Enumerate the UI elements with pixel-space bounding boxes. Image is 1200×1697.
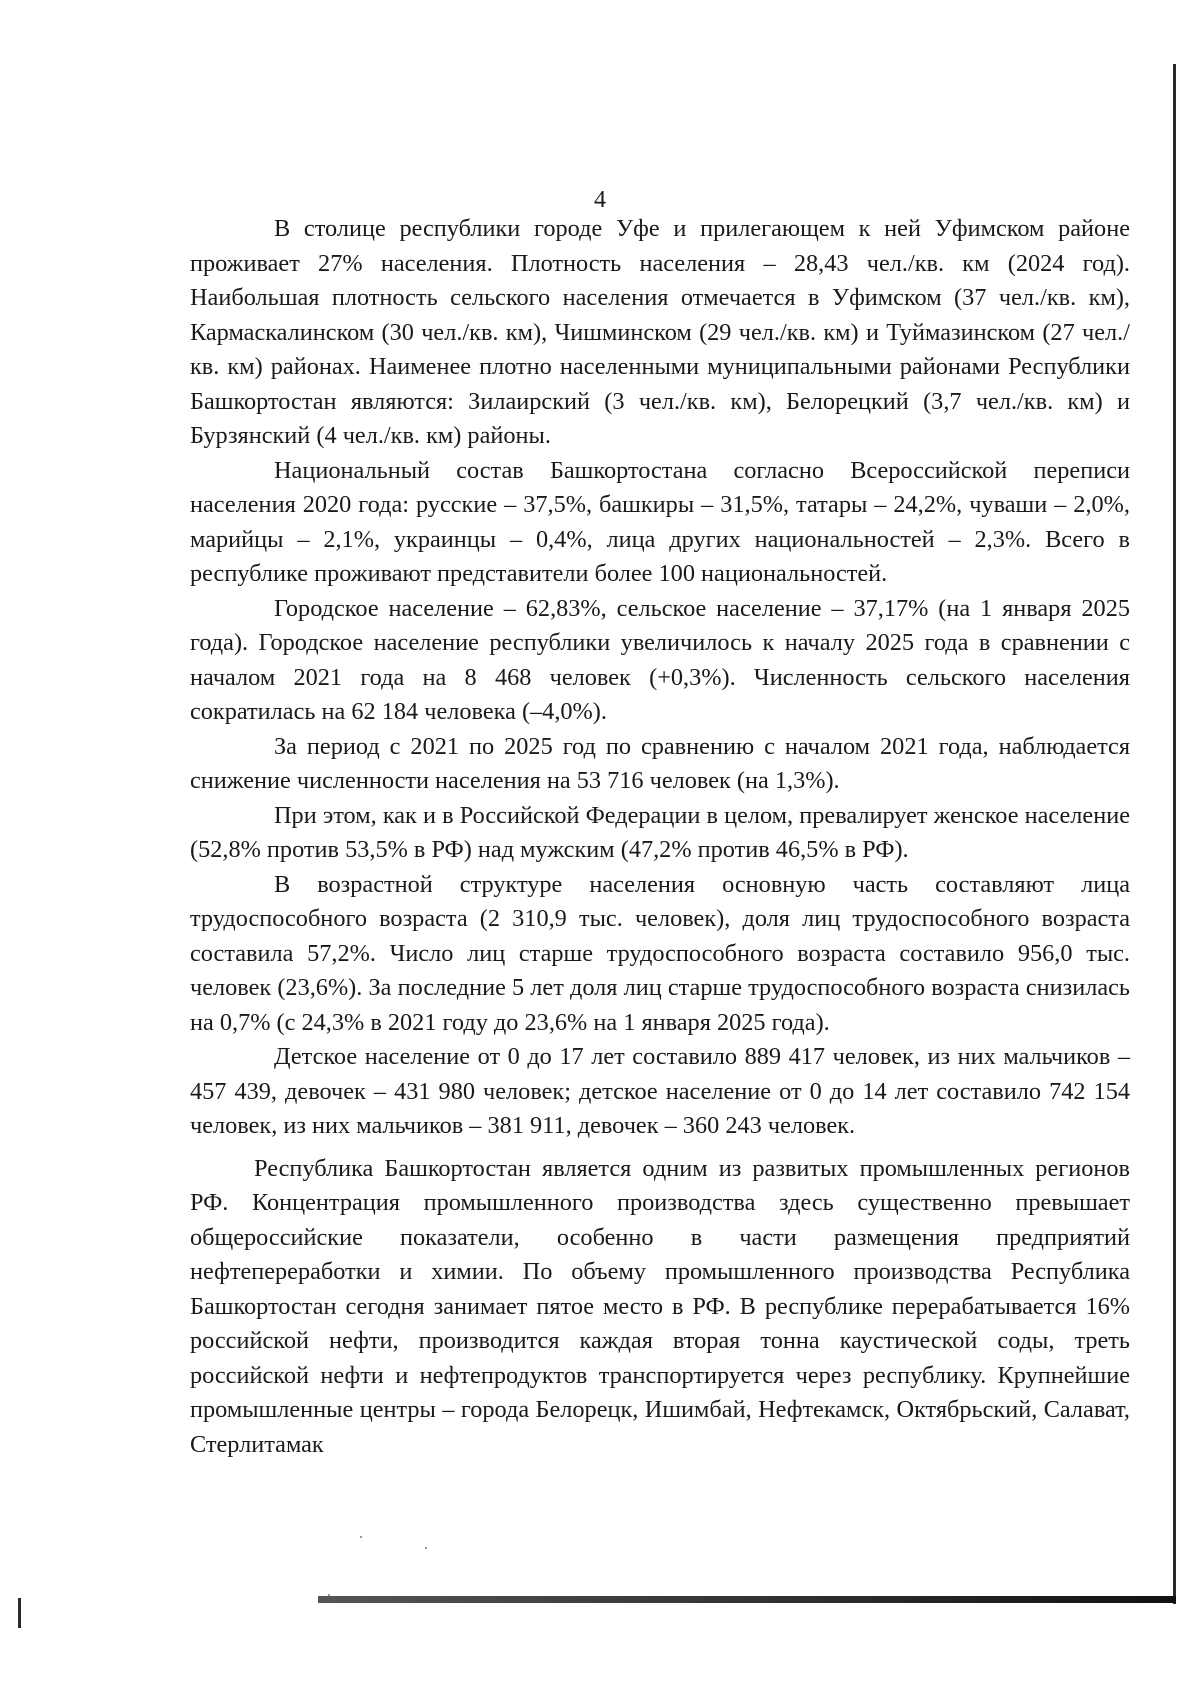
paragraph-gender-structure: При этом, как и в Российской Федерации в целом, превалирует женское население (52,8% против 53,5% в РФ) над мужским (47,2% против 46,5% в РФ). xyxy=(190,801,1130,863)
paragraph-population-decline: За период с 2021 по 2025 год по сравнению с началом 2021 года, наблюдается снижение численности населения на 53 716 человек (на 1,3%). xyxy=(190,732,1130,794)
scan-speck xyxy=(360,1536,362,1538)
scan-edge-right xyxy=(1173,64,1176,1604)
scan-edge-left xyxy=(18,1598,21,1628)
paragraph-industry: Республика Башкортостан является одним из развитых промышленных регионов РФ. Концентрация промышленного производства здесь существенно превышает общероссийские показатели, особенно в части размещения предприятий нефтепереработки и химии. По объему промышленного производства Республика Башкортостан сегодня занимает пятое место в РФ. В республике перерабатывается 16% российской нефти, производится каждая вторая тонна каустической соды, треть российской нефти и нефтепродуктов транспортируется через республику. Крупнейшие промышленные центры – города Белорецк, Ишимбай, Нефтекамск, Октябрьский, Салават, Стерлитамак xyxy=(190,1154,1130,1458)
paragraph-age-structure: В возрастной структуре населения основную часть составляют лица трудоспособного возраста (2 310,9 тыс. человек), доля лиц трудоспособного возраста составила 57,2%. Число лиц старше трудоспособного возраста составило 956,0 тыс. человек (23,6%). За последние 5 лет доля лиц старше трудоспособного возраста снизилась на 0,7% (с 24,3% в 2021 году до 23,6% на 1 января 2025 года). xyxy=(190,870,1130,1036)
paragraph-child-population: Детское население от 0 до 17 лет составило 889 417 человек, из них мальчиков – 457 439, девочек – 431 980 человек; детское население от 0 до 14 лет составило 742 154 человек, из них мальчиков – 381 911, девочек – 360 243 человек. xyxy=(190,1043,1130,1139)
paragraph-urban-density: В столице республики городе Уфе и прилегающем к ней Уфимском районе проживает 27% населения. Плотность населения – 28,43 чел./кв. км (2024 год). Наибольшая плотность сельского населения отмечается в Уфимском (37 чел./кв. км), Кармаскалинском (30 чел./кв. км), Чишминском (29 чел./кв. км) и Туймазинском (27 чел./кв. км) районах. Наименее плотно населенными муниципальными районами Республики Башкортостан являются: Зилаирский (3 чел./кв. км), Белорецкий (3,7 чел./кв. км) и Бурзянский (4 чел./кв. км) районы. xyxy=(190,215,1130,449)
scan-edge-bottom xyxy=(318,1596,1176,1603)
paragraph-urban-rural-population: Городское население – 62,83%, сельское население – 37,17% (на 1 января 2025 года). Городское население республики увеличилось к началу 2025 года в сравнении с началом 2021 года на 8 468 человек (+0,3%). Численность сельского населения сократилась на 62 184 человека (–4,0%). xyxy=(190,594,1130,725)
page-number: 4 xyxy=(594,187,606,213)
scan-speck xyxy=(425,1547,427,1549)
document-body xyxy=(190,212,1130,1462)
paragraph-national-composition: Национальный состав Башкортостана согласно Всероссийской переписи населения 2020 года: русские – 37,5%, башкиры – 31,5%, татары – 24,2%, чуваши – 2,0%, марийцы – 2,1%, украинцы – 0,4%, лица других национальностей – 2,3%. Всего в республике проживают представители более 100 национальностей. xyxy=(190,456,1130,587)
scan-speck xyxy=(328,1594,330,1596)
